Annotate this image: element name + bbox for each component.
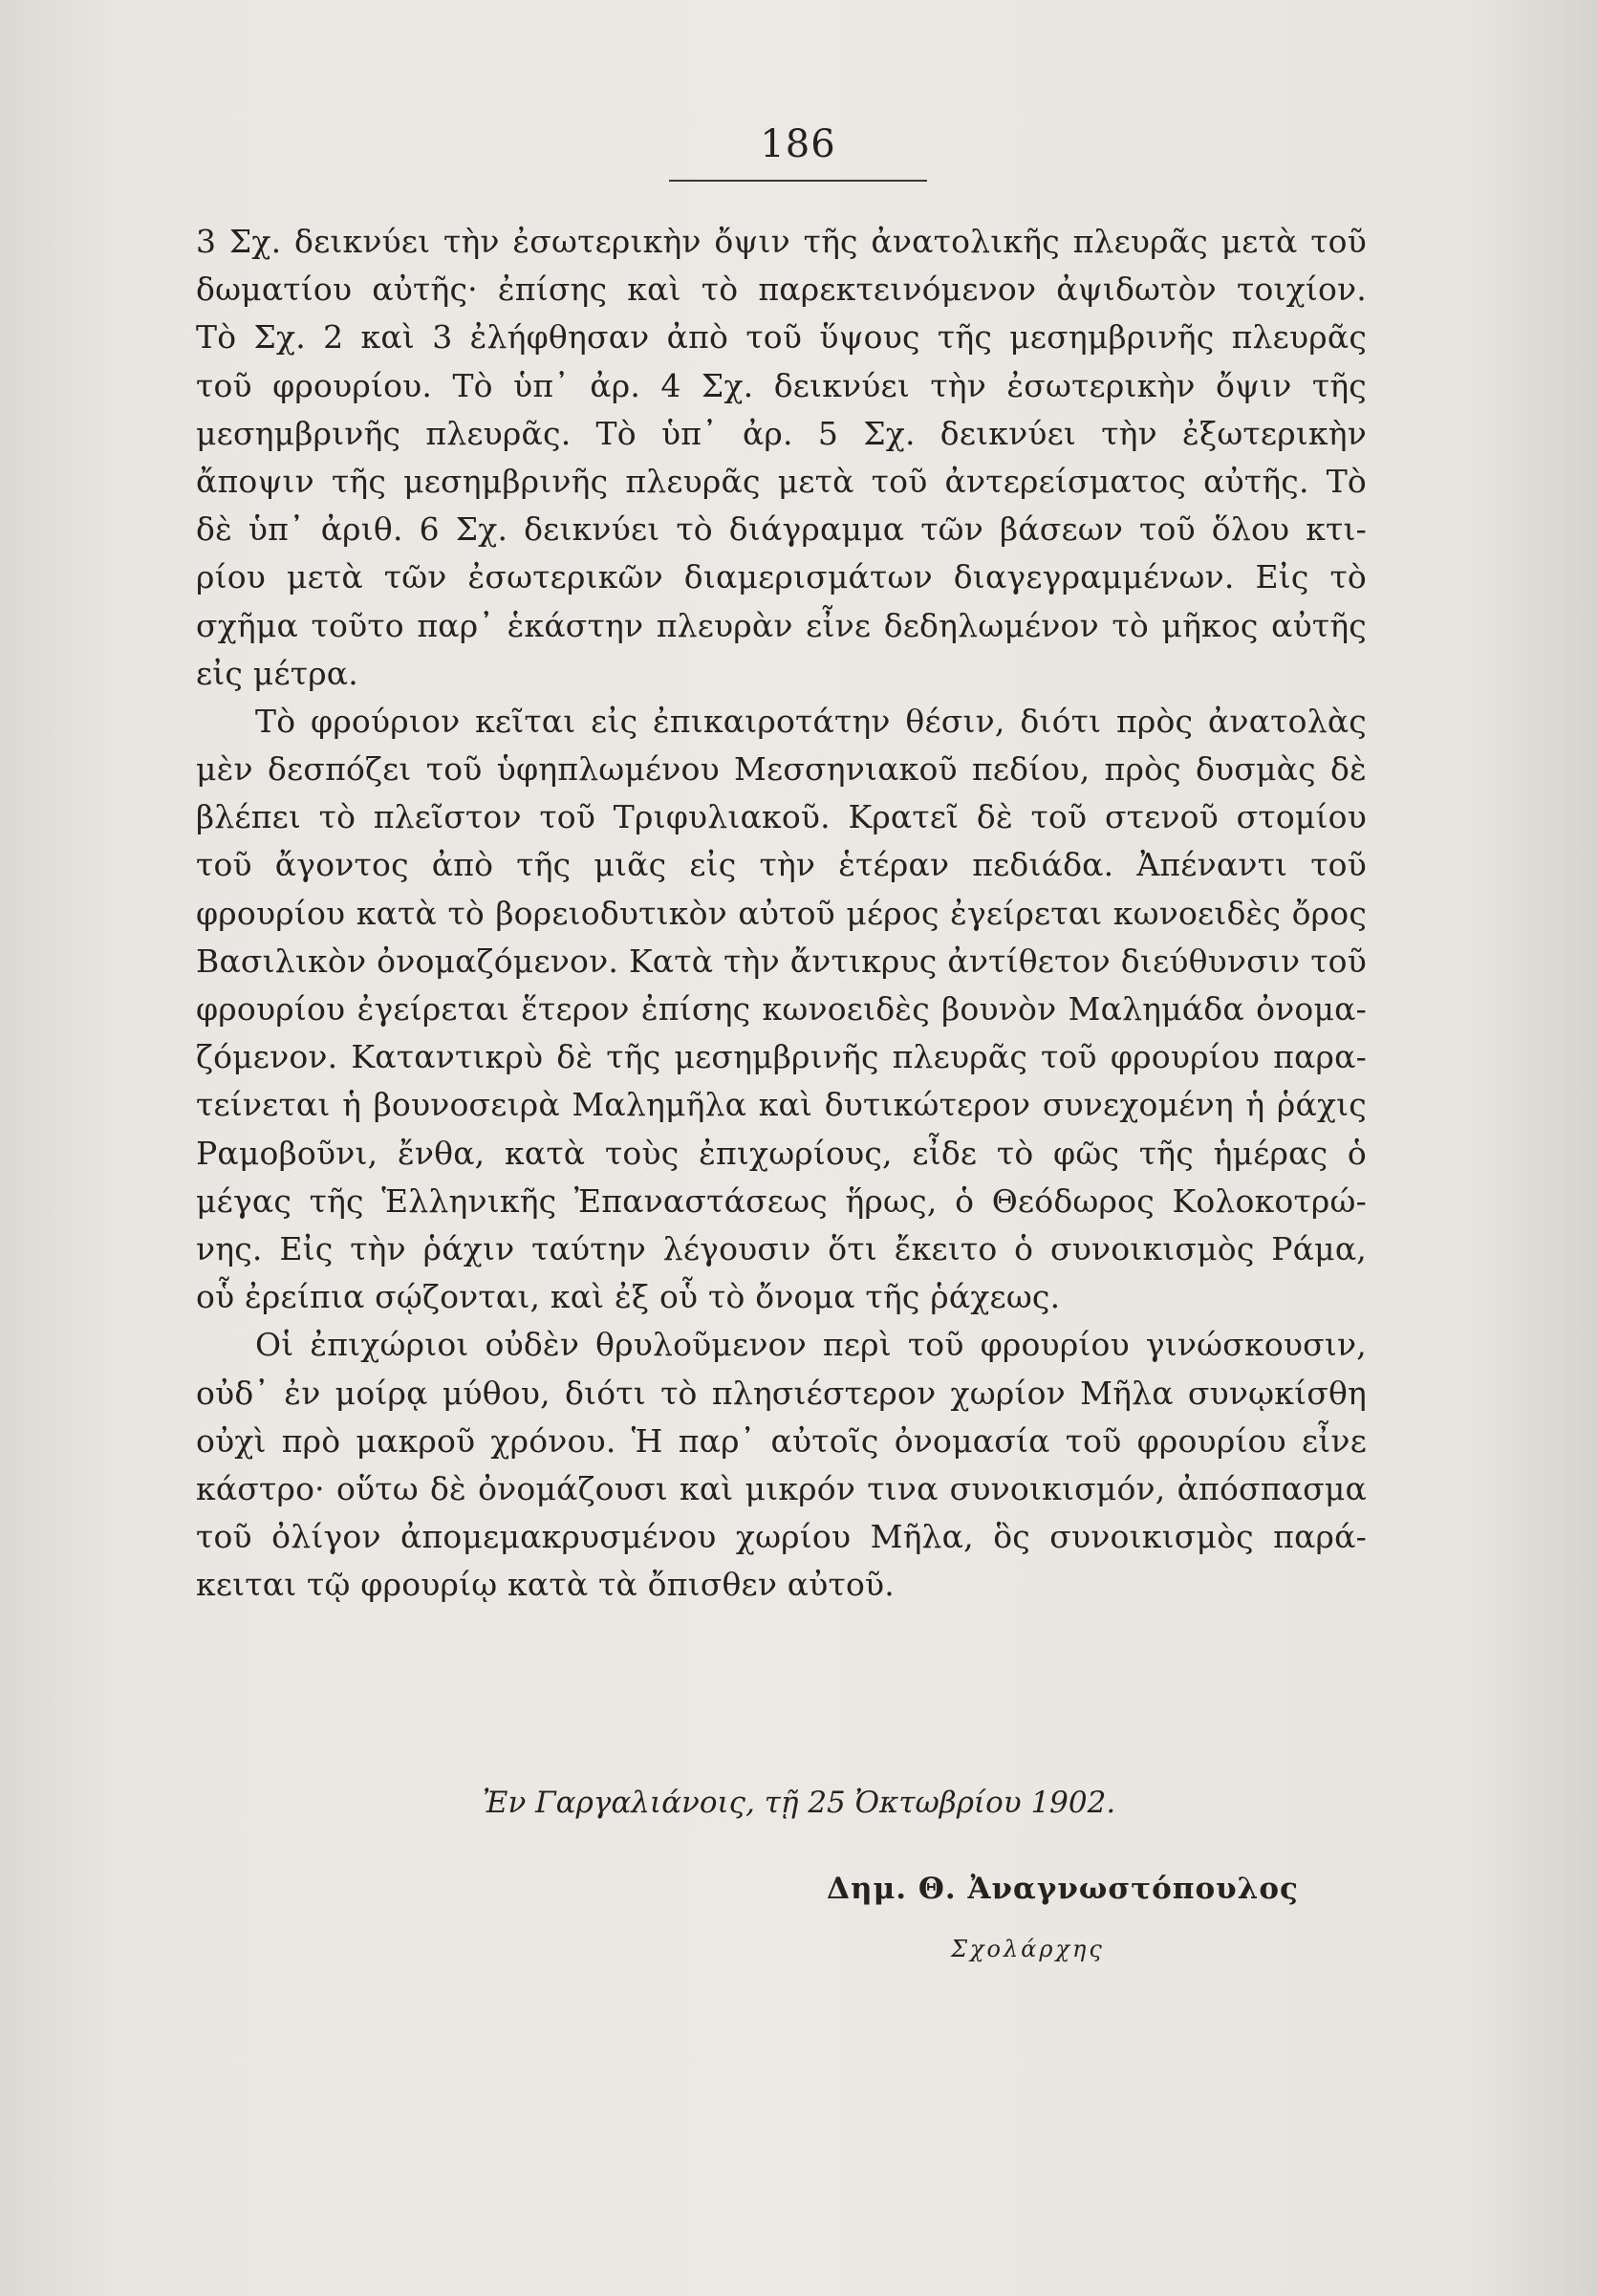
text-line: δωματίου αὐτῆς· ἐπίσης καὶ τὸ παρεκτεινόμενον ἀψιδωτὸν τοιχίον. [196,271,1367,309]
text-line: Βασιλικὸν ὀνομαζόμενον. Κατὰ τὴν ἄντικρυς ἀντίθετον διεύθυνσιν τοῦ [196,942,1367,980]
body-text [196,218,1367,1609]
text-line: Τὸ Σχ. 2 καὶ 3 ἐλήφθησαν ἀπὸ τοῦ ὕψους τῆς μεσημβρινῆς πλευρᾶς [196,318,1367,357]
text-line: εἰς μέτρα. [196,654,358,692]
text-line: τοῦ ὀλίγον ἀπομεμακρυσμένου χωρίου Μῆλα, ὃς συνοικισμὸς παρά- [196,1518,1367,1556]
text-line: φρουρίου κατὰ τὸ βορειοδυτικὸν αὐτοῦ μέρος ἐγείρεται κωνοειδὲς ὄρος [196,894,1367,932]
text-line: δὲ ὑπ᾽ ἀριθ. 6 Σχ. δεικνύει τὸ διάγραμμα τῶν βάσεων τοῦ ὅλου κτι- [196,510,1367,549]
text-line: 3 Σχ. δεικνύει τὴν ἐσωτερικὴν ὄψιν τῆς ἀνατολικῆς πλευρᾶς μετὰ τοῦ [196,223,1367,260]
text-line: οὗ ἐρείπια σῴζονται, καὶ ἐξ οὗ τὸ ὄνομα τῆς ῥάχεως. [196,1278,1061,1316]
text-line: οὐδ᾽ ἐν μοίρᾳ μύθου, διότι τὸ πλησιέστερον χωρίον Μῆλα συνῳκίσθη [196,1374,1367,1412]
place-date: Ἐν Γαργαλιάνοις, τῇ 25 Ὀκτωβρίου 1902. [483,1786,1116,1820]
text-line: σχῆμα τοῦτο παρ᾽ ἑκάστην πλευρὰν εἶνε δεδηλωμένον τὸ μῆκος αὐτῆς [196,606,1367,644]
text-line: ζόμενον. Καταντικρὺ δὲ τῆς μεσημβρινῆς πλευρᾶς τοῦ φρουρίου παρα- [196,1038,1367,1076]
text-line: ἄποψιν τῆς μεσημβρινῆς πλευρᾶς μετὰ τοῦ ἀντερείσματος αὐτῆς. Τὸ [196,462,1367,500]
page-number: 186 [760,122,836,166]
text-line: κειται τῷ φρουρίῳ κατὰ τὰ ὄπισθεν αὐτοῦ. [196,1566,895,1604]
text-line: τοῦ φρουρίου. Τὸ ὑπ᾽ ἀρ. 4 Σχ. δεικνύει τὴν ἐσωτερικὴν ὄψιν τῆς [196,366,1367,404]
page-number-rule [669,180,927,182]
paragraph-first-line: Τὸ φρούριον κεῖται εἰς ἐπικαιροτάτην θέσιν, διότι πρὸς ἀνατολὰς [255,702,1367,740]
text-line: τοῦ ἄγοντος ἀπὸ τῆς μιᾶς εἰς τὴν ἑτέραν πεδιάδα. Ἀπέναντι τοῦ [196,846,1367,884]
text-line: Ραμοβοῦνι, ἔνθα, κατὰ τοὺς ἐπιχωρίους, εἶδε τὸ φῶς τῆς ἡμέρας ὁ [196,1134,1367,1172]
text-line: τείνεται ἡ βουνοσειρὰ Μαλημῆλα καὶ δυτικώτερον συνεχομένη ἡ ῥάχις [196,1086,1367,1124]
text-line: κάστρο· οὕτω δὲ ὀνομάζουσι καὶ μικρόν τινα συνοικισμόν, ἀπόσπασμα [196,1469,1367,1507]
text-line: φρουρίου ἐγείρεται ἕτερον ἐπίσης κωνοειδὲς βουνὸν Μαλημάδα ὀνομα- [196,990,1367,1028]
text-line: μὲν δεσπόζει τοῦ ὑφηπλωμένου Μεσσηνιακοῦ πεδίου, πρὸς δυσμὰς δὲ [196,750,1367,789]
author-title: Σχολάρχης [951,1936,1105,1962]
paragraph-first-line: Οἱ ἐπιχώριοι οὐδὲν θρυλοῦμενον περὶ τοῦ φρουρίου γινώσκουσιν, [255,1326,1367,1364]
text-line: μεσημβρινῆς πλευρᾶς. Τὸ ὑπ᾽ ἀρ. 5 Σχ. δεικνύει τὴν ἐξωτερικὴν [196,414,1367,452]
text-line: ρίου μετὰ τῶν ἐσωτερικῶν διαμερισμάτων διαγεγραμμένων. Εἰς τὸ [196,558,1367,596]
text-line: νης. Εἰς τὴν ῥάχιν ταύτην λέγουσιν ὅτι ἔκειτο ὁ συνοικισμὸς Ράμα, [196,1229,1367,1267]
text-line: βλέπει τὸ πλεῖστον τοῦ Τριφυλιακοῦ. Κρατεῖ δὲ τοῦ στενοῦ στομίου [196,798,1367,836]
text-line: μέγας τῆς Ἑλληνικῆς Ἐπαναστάσεως ἥρως, ὁ Θεόδωρος Κολοκοτρώ- [196,1181,1367,1220]
text-line: οὐχὶ πρὸ μακροῦ χρόνου. Ἡ παρ᾽ αὐτοῖς ὀνομασία τοῦ φρουρίου εἶνε [196,1421,1367,1460]
author-name: Δημ. Θ. Ἀναγνωστόπουλος [827,1872,1299,1906]
